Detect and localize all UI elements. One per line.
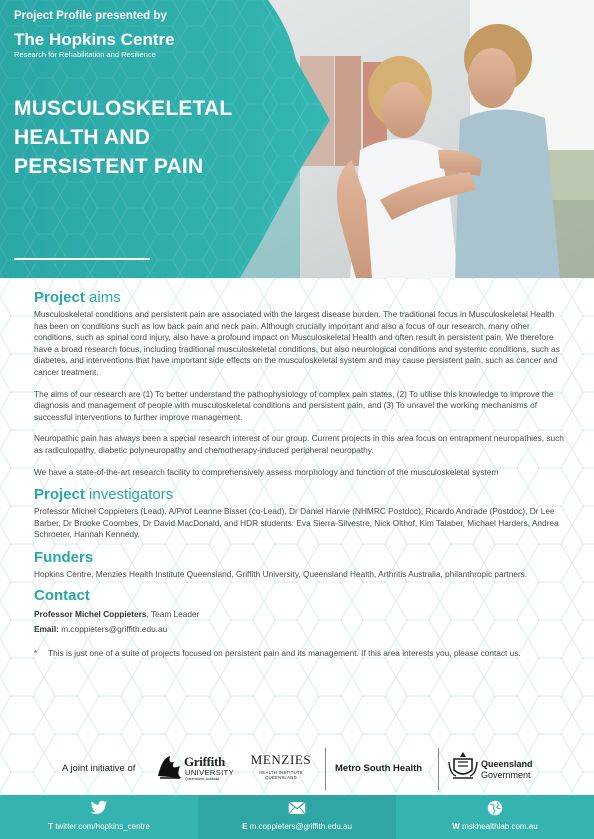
footer-twitter-text — [0, 822, 198, 831]
aims-paragraph: The aims of our research are (1) To better understand the pathophysiology of complex pain states, (2) To utilise this knowledge to improve the diagnosis and management of people with musculoskeletal conditions and persistent pain, and (3) To unravel the working mechanisms of successful interventions to further improve management. — [34, 388, 554, 422]
footer-web[interactable] — [396, 795, 594, 839]
menzies-sub2: QUEENSLAND — [265, 775, 297, 780]
title-line: HEALTH AND — [14, 126, 151, 149]
heading-bold: Contact — [34, 586, 90, 604]
email-label: Email: — [34, 623, 59, 634]
envelope-icon — [288, 800, 306, 816]
funders-text: Hopkins Centre, Menzies Health Institute Queensland, Griffith University, Queensland Health, Arthritis Australia, philanthropic partners. — [34, 568, 528, 579]
hero-banner — [0, 0, 594, 278]
globe-icon — [486, 800, 504, 816]
centre-subtitle: Research for Rehabilitation and Resilience — [14, 50, 156, 59]
footer-email[interactable] — [198, 795, 396, 839]
logo-divider — [325, 748, 326, 790]
project-aims-heading — [34, 289, 564, 307]
footer-email-text — [198, 822, 396, 831]
aims-paragraph: Neuropathic pain has always been a special research interest of our group. Current projects in this area focus on entrapment neuropathies, such as radiculopathy, diabetic polyneuropathy and chemotherapy-induced peripheral neuropathy. — [34, 433, 564, 455]
twitter-bird-icon — [90, 800, 108, 816]
title-line: PERSISTENT PAIN — [14, 155, 204, 178]
contact-email-line — [34, 622, 564, 637]
footer-bar — [0, 795, 594, 839]
aims-paragraph: We have a state-of-the-art research facility to comprehensively assess morphology and function of the musculoskeletal system — [34, 466, 499, 477]
contact-email-link[interactable]: m.coppieters@griffith.edu.au — [61, 623, 168, 634]
contact-heading — [34, 587, 564, 605]
logo-divider — [438, 748, 439, 790]
queensland-label: Queensland — [481, 759, 533, 769]
contact-name: Professor Michel Coppieters — [34, 608, 147, 619]
queensland-crest-icon — [448, 750, 478, 782]
footer-web-text — [396, 822, 594, 831]
title-divider — [14, 258, 150, 260]
griffith-crest-icon — [156, 754, 184, 782]
footer-twitter[interactable] — [0, 795, 198, 839]
griffith-name: Griffith — [184, 754, 225, 769]
griffith-logo — [156, 750, 236, 786]
heading-bold: Project — [34, 486, 85, 504]
footnote-star: * — [34, 647, 38, 658]
aims-paragraph: Musculoskeletal conditions and persistent pain are associated with the largest disease burden. The traditional focus in Musculoskeletal Health has been on conditions such as low back pain and neck pain. Although crucially important and also a focus of our research, many other conditions, such as spinal cord injury, also have a profound impact on Musculoskeletal Health and often result in persistent pain. We therefore have a broad research focus, including traditional musculoskeletal conditions, but also neurological conditions and systemic conditions, such as diabetes, and interventions that have important side effects on the musculoskeletal system and may cause persistent pain, such as cancer and cancer treatment. — [34, 309, 560, 377]
joint-initiative-label: A joint initiative of — [62, 763, 136, 774]
footnote-text: This is just one of a suite of projects focused on persistent pain and its management. If this area interests you, please contact us. — [48, 647, 521, 658]
contact-role: , Team Leader — [146, 608, 200, 619]
menzies-name: MENZIES — [250, 752, 312, 767]
twitter-handle: twitter.com/hopkins_centre — [55, 822, 150, 831]
main-content — [34, 289, 564, 659]
footer-website: mskhealthlab.com.au — [462, 822, 538, 831]
partner-logos — [0, 742, 594, 792]
web-prefix: W — [452, 822, 460, 831]
heading-light: aims — [89, 289, 121, 306]
footnote — [34, 647, 564, 659]
menzies-sub1: HEALTH INSTITUTE — [259, 770, 303, 775]
presented-by-text: Project Profile presented by — [14, 10, 167, 22]
queensland-government-logo — [448, 750, 548, 786]
griffith-location: Queensland, Australia — [185, 777, 220, 781]
heading-bold: Funders — [34, 548, 94, 566]
government-label: Government — [481, 770, 531, 780]
email-prefix: E — [242, 822, 248, 831]
heading-light: investigators — [89, 486, 174, 504]
title-line: MUSCULOSKELETAL — [14, 97, 233, 120]
griffith-sub: UNIVERSITY — [185, 768, 235, 777]
funders-heading — [34, 549, 564, 567]
page-title — [14, 94, 334, 181]
project-investigators-heading — [34, 486, 564, 504]
hero-heading-block — [14, 10, 314, 59]
contact-name-line — [34, 607, 564, 622]
investigators-text: Professor Michel Coppieters (Lead), A/Prof Leanne Bisset (co-Lead), Dr Daniel Harvie (NHMRC Postdoc), Ricardo Andrade (Postdoc), Dr Lee Barber, Dr Brooke Coombes, Dr David MacDonald, and HDR students: Eva Sierra-Silvestre, Nick Olthof, Kim Talaber, Michael Harders, Andrea Schroeter, Hannah Kennedy. — [34, 506, 559, 540]
footer-email-address: m.coppieters@griffith.edu.au — [249, 822, 352, 831]
twitter-prefix: T — [48, 822, 53, 831]
menzies-logo — [246, 752, 316, 788]
heading-bold: Project — [34, 289, 85, 306]
centre-name: The Hopkins Centre — [14, 30, 175, 49]
metro-south-logo: Metro South Health — [335, 763, 423, 774]
